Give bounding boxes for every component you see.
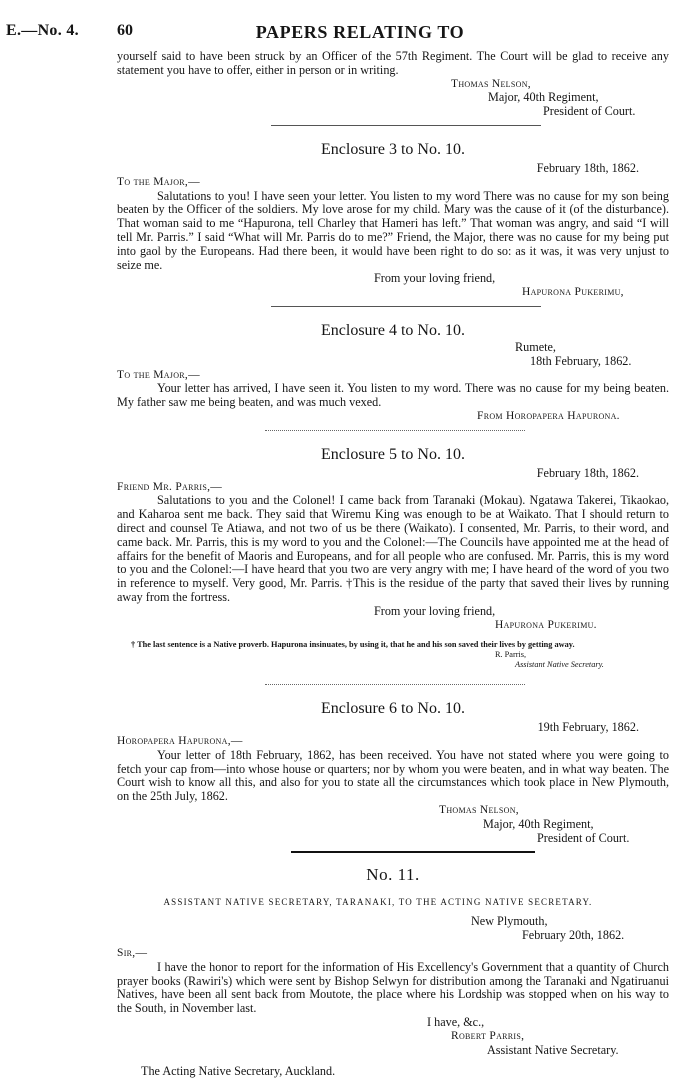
closing-signature: From Horopapera Hapurona. [477,409,620,422]
enclosure-heading: Enclosure 6 to No. 10. [321,700,465,718]
page-body [117,50,669,1079]
letter-date: 19th February, 1862. [537,720,639,735]
salutation: Horopapera Hapurona,— [117,735,243,748]
letter-body: Your letter has arrived, I have seen it. You listen to my word. There was no cause for my being beaten. My father saw me being beaten, and was much vexed. [117,381,669,410]
enclosure-heading: Enclosure 4 to No. 10. [321,321,465,339]
enclosure-heading: Enclosure 3 to No. 10. [321,140,465,158]
salutation: Friend Mr. Parris,— [117,480,223,493]
signature-name: Robert Parris, [451,1029,525,1042]
footnote: † The last sentence is a Native proverb. Hapurona insinuates, by using it, that he and his son saved their lives by getting away. [131,640,575,650]
closing: From your loving friend, [374,271,496,286]
signature-name: Thomas Nelson, [451,77,531,90]
top-continuation [117,50,669,126]
page-number: 60 [117,22,133,39]
footnote-signature-title: Assistant Native Secretary. [515,660,604,670]
section-divider [271,306,541,307]
running-title: PAPERS RELATING TO [255,22,465,42]
signature-rank: Major, 40th Regiment, [488,90,599,105]
salutation: To the Major,— [117,368,200,381]
signature-rank: Major, 40th Regiment, [483,816,594,831]
letter-body: Your letter of 18th February, 1862, has been received. You have not stated where you were going to fetch your cap from—into whose house or quarters; nor by whom you were beaten, and in what way beaten. The Court wish to know all this, and also for you to state all the circumstances which took place in New Plymouth, on the 25th July, 1862. [117,747,669,804]
salutation: Sir,— [117,947,148,960]
closing: From your loving friend, [374,603,496,618]
document-heading: No. 11. [366,865,420,885]
document-no-11 [117,865,669,1079]
letter-date: February 18th, 1862. [536,465,639,480]
letter-date: February 20th, 1862. [522,928,625,943]
enclosure-4 [117,321,669,431]
section-divider [291,851,535,853]
addressee: The Acting Native Secretary, Auckland. [141,1064,336,1079]
footnote-signature-name: R. Parris, [495,650,527,660]
signature-title: President of Court. [543,104,636,119]
enclosure-heading: Enclosure 5 to No. 10. [321,445,465,463]
enclosure-6 [117,699,669,853]
letter-body: Salutations to you and the Colonel! I came back from Taranaki (Mokau). Ngatawa Takerei, Tikaokao, and Kaharoa sent me back. They said that Wiremu King was enough to be at Waikato. That I should return to direct and counsel Te Atiawa, and not two of us be there (Waikato). I consented, Mr. Parris, to their word, and came back. Mr. Parris, this is my word to you and the Colonel:—The Councils have appointed me at the head of affairs for the benefit of Maoris and Europeans, and for all people who are confused. Mr. Parris, this is my word to you and the Colonel:—I have heard that you two are very angry with me; I have heard of the word of you two in reference to myself. Very good, Mr. Parris. †This is the residue of the party that saved their lives by running away from the fortress. [117,493,669,604]
section-divider [265,684,525,685]
letter-date: 18th February, 1862. [530,353,632,368]
letter-body: I have the honor to report for the information of His Excellency's Government that a quantity of Church prayer books (Rawiri's) which were sent by Bishop Selwyn for distribution among the Taranaki and Ngatiruanui Natives, have been all sent back from Moutote, the place where his Lordship was stopped when on his way to the South, in November last. [117,959,669,1016]
signature-title: Assistant Native Secretary. [487,1042,619,1057]
document-subheading: ASSISTANT NATIVE SECRETARY, TARANAKI, TO THE ACTING NATIVE SECRETARY. [163,897,593,908]
letter-place: New Plymouth, [471,914,548,929]
signature: Hapurona Pukerimu, [522,286,624,299]
section-divider [265,430,525,431]
signature-name: Thomas Nelson, [439,804,519,817]
letter-body: Salutations to you! I have seen your letter. You listen to my word There was no cause for my son being beaten by the Officer of the soldiers. My love arose for my child. Mary was the cause of it (of the disturbance). That woman said to me “Hapurona, tell Charley that Hameri has left.” That woman was angry, and said “I will tell Mr. Parris.” I said “What will Mr. Parris do to me?” Friend, the Major, there was no cause for my being put into gaol by the Europeans. Had there been, it would have been right to do so: as it was, it was very unjust to seize me. [117,188,669,272]
enclosure-3 [117,140,669,307]
section-divider [271,125,541,126]
salutation: To the Major,— [117,175,200,188]
enclosure-5 [117,445,669,686]
page-header [0,22,700,42]
document-reference: E.—No. 4. [6,22,79,39]
valediction: I have, &c., [427,1015,485,1030]
letter-date: February 18th, 1862. [536,160,639,175]
continuation-paragraph: yourself said to have been struck by an Officer of the 57th Regiment. The Court will be glad to receive any statement you have to offer, either in person or in writing. [117,49,669,77]
signature-title: President of Court. [537,830,630,845]
letter-place: Rumete, [515,339,556,354]
signature: Hapurona Pukerimu. [495,618,597,631]
